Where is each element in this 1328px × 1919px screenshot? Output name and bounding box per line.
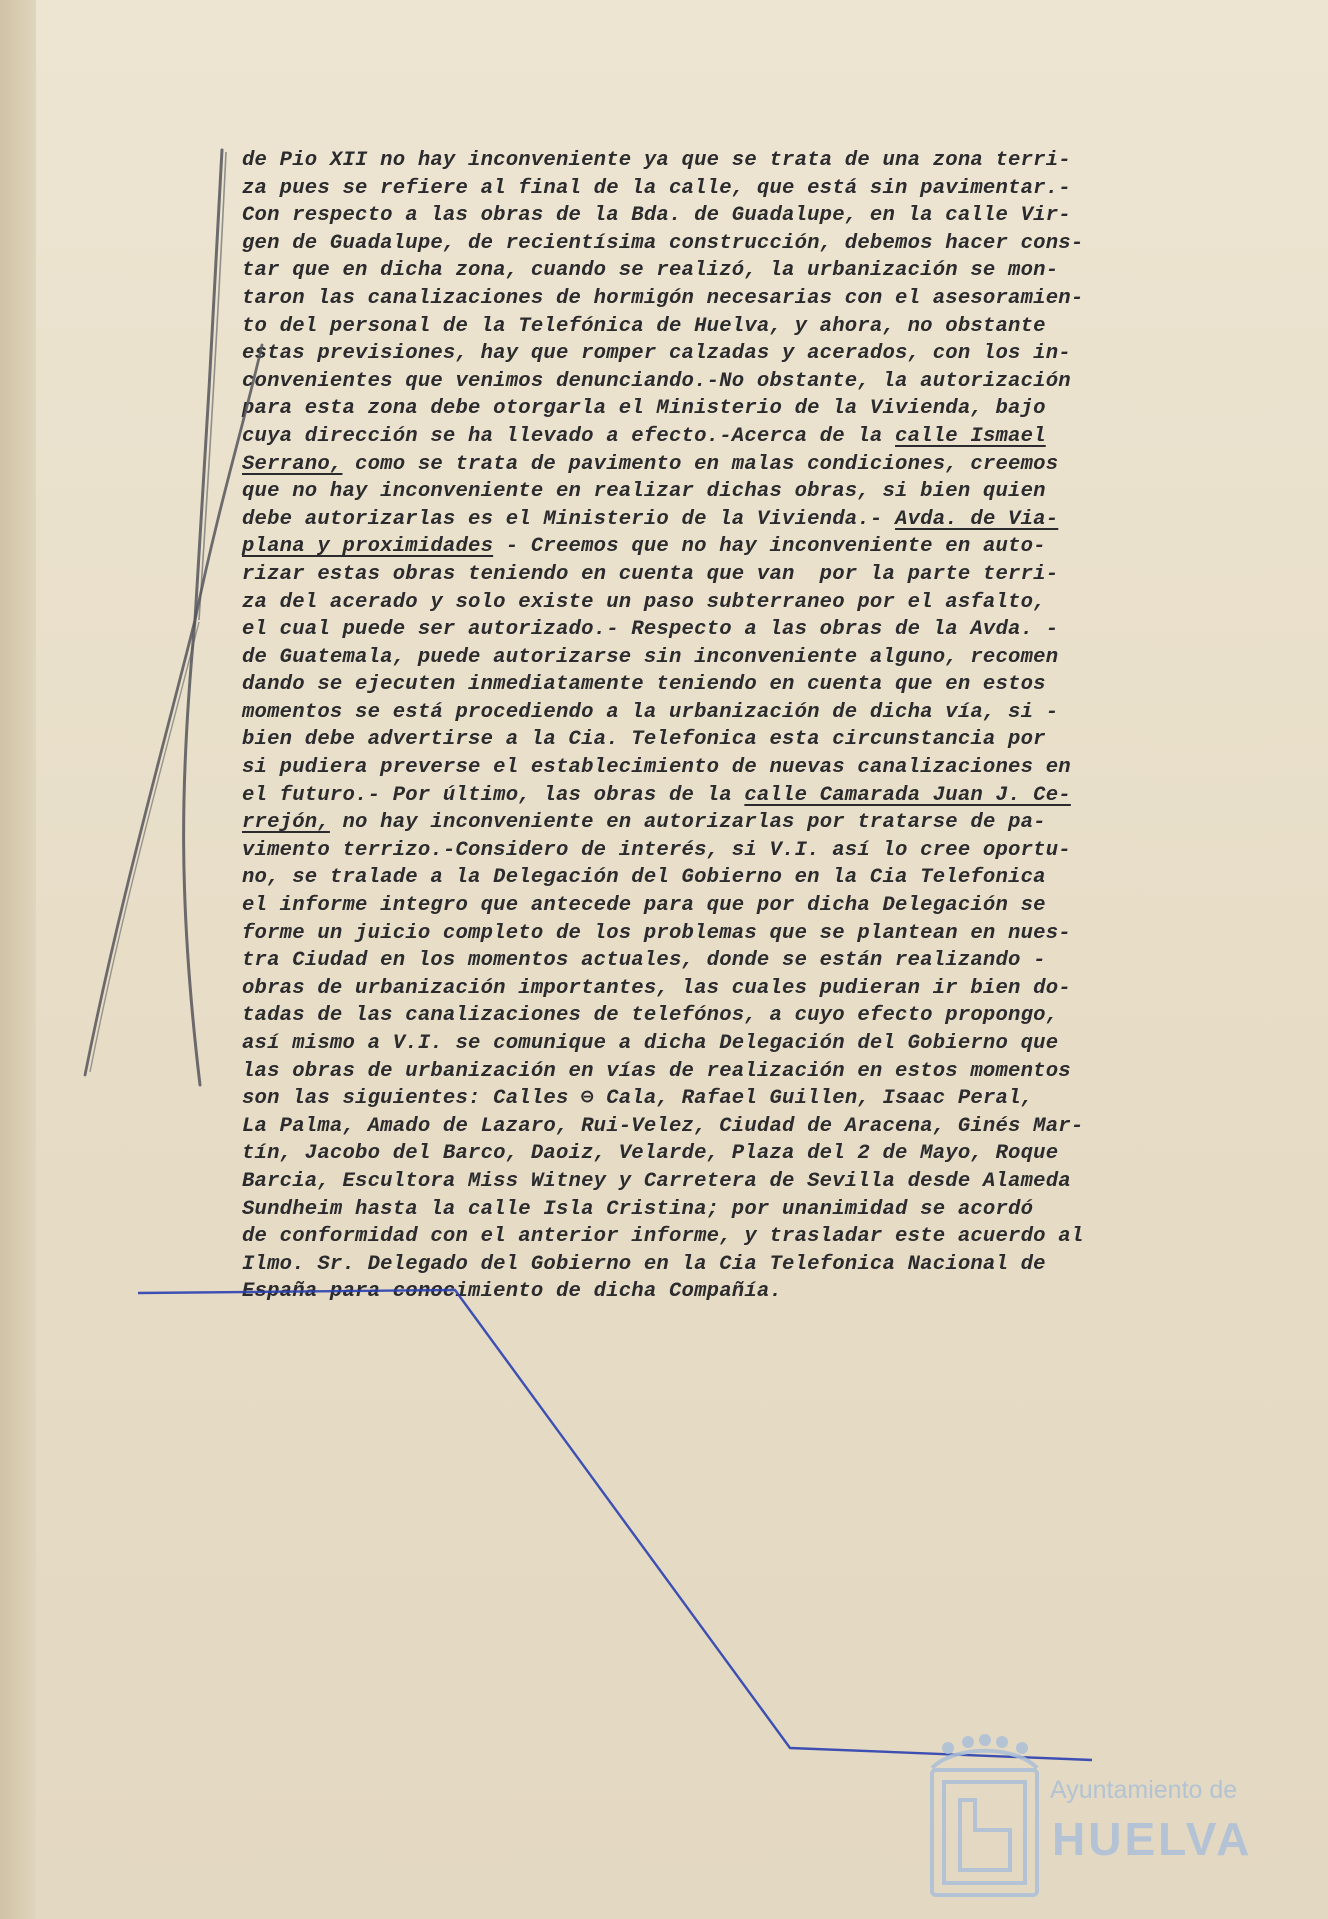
text-segment: debe autorizarlas es el Ministerio de la Vivienda.- [242,507,896,531]
text-line [242,837,1252,865]
reverse-side-bleed-left [34,150,224,1270]
text-line [242,782,1252,810]
text-line [242,340,1252,368]
text-segment: convenientes que venimos denunciando.-No obstante, la autorización [242,369,1071,393]
text-segment: España para conocimiento de dicha Compañía. [242,1280,783,1304]
text-segment: tadas de las canalizaciones de telefónos, a cuyo efecto propongo, [242,1004,1059,1028]
text-segment: za pues se refiere al final de la calle, que está sin pavimentar.- [242,176,1071,200]
text-segment: estas previsiones, hay que romper calzadas y acerados, con los in- [242,342,1071,366]
watermark-line-2: HUELVA [1052,1813,1253,1865]
text-segment: dando se ejecuten inmediatamente teniendo en cuenta que en estos [242,673,1046,697]
text-line [242,947,1252,975]
text-line [242,1002,1252,1030]
text-segment: forme un juicio completo de los problemas que se plantean en nues- [242,921,1071,945]
text-line [242,230,1252,258]
text-segment: La Palma, Amado de Lazaro, Rui-Velez, Ciudad de Aracena, Ginés Mar- [242,1114,1084,1138]
text-line [242,809,1252,837]
text-line [242,423,1252,451]
text-segment: son las siguientes: Calles ⊖ Cala, Rafael Guillen, Isaac Peral, [242,1087,1034,1111]
text-segment: como se trata de pavimento en malas condiciones, creemos [342,452,1059,476]
text-line [242,147,1252,175]
text-segment: - Creemos que no hay inconveniente en auto- [493,535,1046,559]
text-segment: momentos se está procediendo a la urbanización de dicha vía, si - [242,700,1059,724]
text-line [242,1168,1252,1196]
underlined-street-name: Avda. de Via- [895,507,1059,531]
text-line [242,754,1252,782]
text-segment: Con respecto a las obras de la Bda. de Guadalupe, en la calle Vir- [242,204,1071,228]
text-segment: que no hay inconveniente en realizar dichas obras, si bien quien [242,480,1046,504]
text-line [242,616,1252,644]
text-line [242,1030,1252,1058]
text-segment: no hay inconveniente en autorizarlas por tratarse de pa- [329,811,1046,835]
text-line [242,1278,1252,1306]
text-segment: bien debe advertirse a la Cia. Telefonica esta circunstancia por [242,728,1046,752]
text-segment: tar que en dicha zona, cuando se realizó, la urbanización se mon- [242,259,1059,283]
text-segment: gen de Guadalupe, de recientísima construcción, debemos hacer cons- [242,231,1084,255]
text-segment: de Guatemala, puede autorizarse sin inconveniente alguno, recomen [242,645,1059,669]
text-line [242,257,1252,285]
text-segment: to del personal de la Telefónica de Huelva, y ahora, no obstante [242,314,1046,338]
text-line [242,451,1252,479]
text-line [242,864,1252,892]
text-line [242,892,1252,920]
text-line [242,589,1252,617]
text-segment: taron las canalizaciones de hormigón necesarias con el asesoramien- [242,286,1084,310]
text-segment: de Pio XII no hay inconveniente ya que se trata de una zona terri- [242,149,1071,172]
underlined-street-name: calle Ismael [895,424,1046,448]
text-segment: si pudiera preverse el establecimiento de nuevas canalizaciones en [242,756,1071,780]
text-line [242,533,1252,561]
text-segment: para esta zona debe otorgarla el Ministerio de la Vivienda, bajo [242,397,1046,421]
text-line [242,726,1252,754]
watermark-line-1: Ayuntamiento de [1050,1776,1238,1804]
text-segment: obras de urbanización importantes, las cuales pudieran ir bien do- [242,976,1071,1000]
text-segment: las obras de urbanización en vías de realización en estos momentos [242,1059,1071,1083]
text-line [242,1196,1252,1224]
text-segment: de conformidad con el anterior informe, y trasladar este acuerdo al [242,1225,1084,1249]
text-segment: tín, Jacobo del Barco, Daoiz, Velarde, Plaza del 2 de Mayo, Roque [242,1142,1059,1166]
text-line [242,1085,1252,1113]
text-line [242,1058,1252,1086]
text-line [242,699,1252,727]
text-segment: Sundheim hasta la calle Isla Cristina; por unanimidad se acordó [242,1197,1034,1221]
text-segment: rizar estas obras teniendo en cuenta que van por la parte terri- [242,562,1059,586]
text-line [242,285,1252,313]
text-line [242,368,1252,396]
typewritten-text [242,147,1252,1306]
text-line [242,644,1252,672]
text-segment: Ilmo. Sr. Delegado del Gobierno en la Cia Telefonica Nacional de [242,1252,1046,1276]
ayuntamiento-huelva-logo [920,1720,1300,1900]
text-line [242,478,1252,506]
underlined-street-name: Serrano, [242,452,343,476]
text-segment: el informe integro que antecede para que por dicha Delegación se [242,894,1046,918]
text-line [242,1113,1252,1141]
text-line [242,920,1252,948]
reverse-side-bleed-right [1240,150,1328,1050]
text-line [242,561,1252,589]
text-line [242,175,1252,203]
text-line [242,1251,1252,1279]
text-line [242,395,1252,423]
text-line [242,1140,1252,1168]
text-line [242,313,1252,341]
text-segment: vimento terrizo.-Considero de interés, si V.I. así lo cree oportu- [242,838,1071,862]
text-segment: el futuro.- Por último, las obras de la [242,783,745,807]
text-segment: cuya dirección se ha llevado a efecto.-Acerca de la [242,424,896,448]
underlined-street-name: plana y proximidades [242,535,494,559]
text-segment: así mismo a V.I. se comunique a dicha Delegación del Gobierno que [242,1032,1059,1055]
text-segment: el cual puede ser autorizado.- Respecto a las obras de la Avda. - [242,618,1059,642]
underlined-street-name: rrejón, [242,811,330,835]
underlined-street-name: calle Camarada Juan J. Ce- [744,783,1071,807]
text-line [242,671,1252,699]
text-segment: tra Ciudad en los momentos actuales, donde se están realizando - [242,949,1046,973]
text-segment: Barcia, Escultora Miss Witney y Carretera de Sevilla desde Alameda [242,1169,1071,1193]
text-line [242,506,1252,534]
text-line [242,975,1252,1003]
text-line [242,202,1252,230]
text-segment: no, se tralade a la Delegación del Gobierno en la Cia Telefonica [242,866,1046,890]
text-segment: za del acerado y solo existe un paso subterraneo por el asfalto, [242,590,1046,614]
text-line [242,1223,1252,1251]
